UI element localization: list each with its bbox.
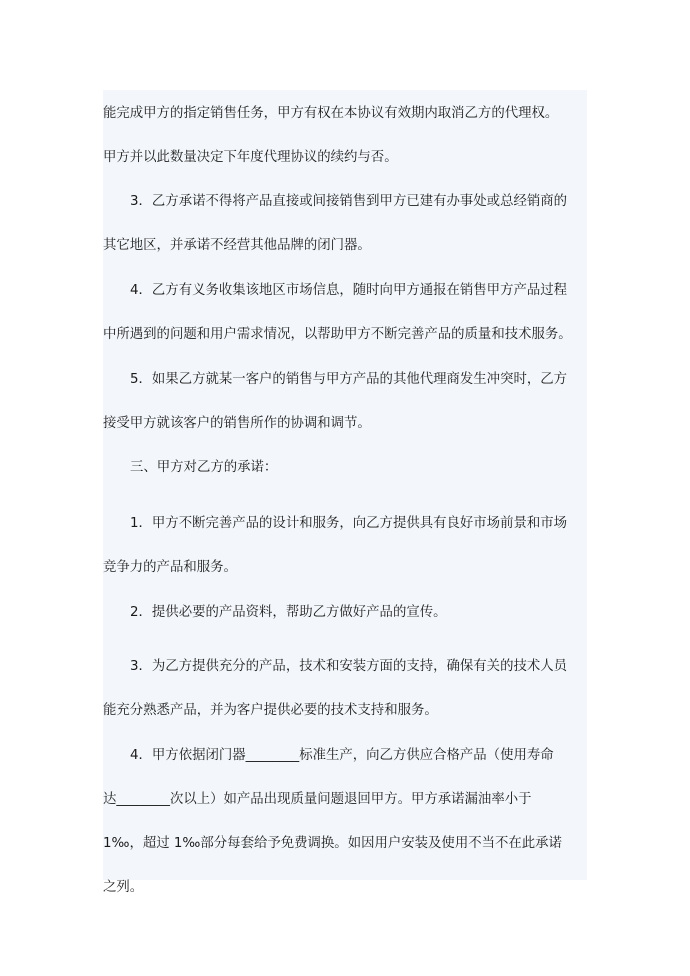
text-line: 4．甲方依据闭门器________标准生产，向乙方供应合格产品（使用寿命 (130, 748, 554, 763)
text-line: 中所遇到的问题和用户需求情况，以帮助甲方不断完善产品的质量和技术服务。 (103, 327, 572, 342)
text-line: 其它地区，并承诺不经营其他品牌的闭门器。 (103, 238, 371, 253)
text-line: 3．乙方承诺不得将产品直接或间接销售到甲方已建有办事处或总经销商的 (130, 194, 568, 209)
text-line: 能完成甲方的指定销售任务，甲方有权在本协议有效期内取消乙方的代理权。 (103, 106, 559, 121)
text-line: 能充分熟悉产品，并为客户提供必要的技术支持和服务。 (103, 703, 438, 718)
text-line: 甲方并以此数量决定下年度代理协议的续约与否。 (103, 150, 398, 165)
text-line: 2．提供必要的产品资料，帮助乙方做好产品的宣传。 (130, 605, 447, 620)
paragraph-continuation (103, 92, 589, 180)
paragraph-party-a-item-3 (103, 645, 589, 733)
paragraph-party-a-item-4 (103, 734, 589, 910)
paragraph-party-a-item-2 (103, 591, 589, 635)
text-line: 之列。 (103, 880, 144, 895)
text-line: 5．如果乙方就某一客户的销售与甲方产品的其他代理商发生冲突时，乙方 (130, 372, 568, 387)
section-heading (103, 446, 589, 490)
text-line: 1．甲方不断完善产品的设计和服务，向乙方提供具有良好市场前景和市场 (130, 516, 568, 531)
paragraph-item-4 (103, 269, 589, 357)
paragraph-item-3 (103, 180, 589, 268)
text-line: 1‰，超过 1‰部分每套给予免费调换。如因用户安装及使用不当不在此承诺 (103, 836, 562, 851)
paragraph-party-a-item-1 (103, 502, 589, 590)
text-line: 竞争力的产品和服务。 (103, 560, 237, 575)
paragraph-item-5 (103, 358, 589, 446)
text-line: 达________次以上）如产品出现质量问题退回甲方。甲方承诺漏油率小于 (103, 792, 532, 807)
text-line: 4．乙方有义务收集该地区市场信息，随时向甲方通报在销售甲方产品过程 (130, 283, 568, 298)
text-line: 三、甲方对乙方的承诺： (130, 460, 278, 475)
text-line: 接受甲方就该客户的销售所作的协调和调节。 (103, 416, 371, 431)
text-line: 3．为乙方提供充分的产品，技术和安装方面的支持，确保有关的技术人员 (130, 659, 568, 674)
